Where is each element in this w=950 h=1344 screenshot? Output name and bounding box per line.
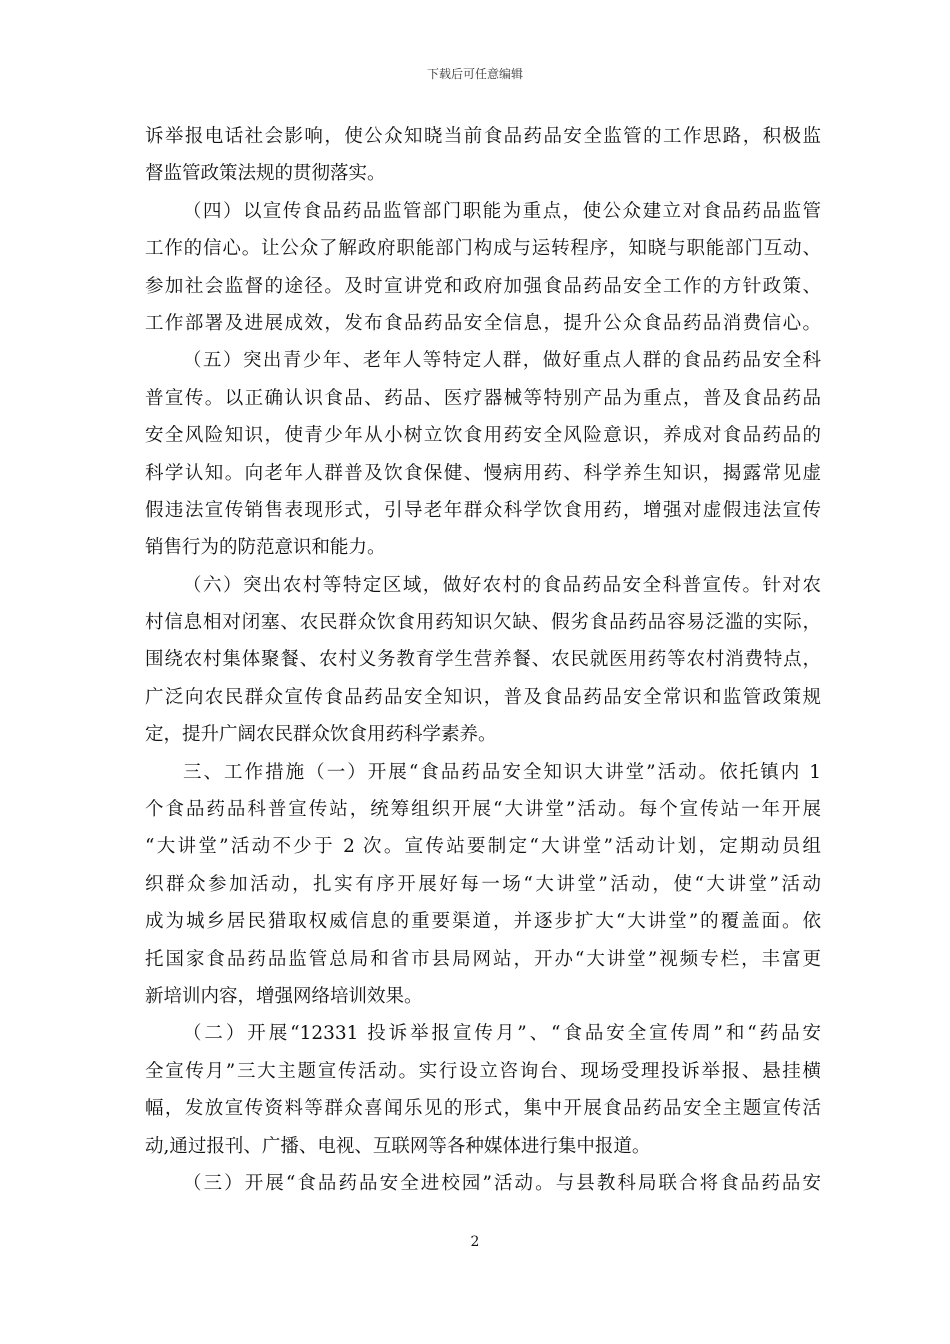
text-line: 督监管政策法规的贯彻落实。 (145, 163, 386, 185)
section-3-line: 三、工作措施（一）开展“食品药品安全知识大讲堂”活动。依托镇内 1 (183, 761, 821, 783)
text-line: 诉举报电话社会影响，使公众知晓当前食品药品安全监管的工作思路，积极监 (145, 126, 821, 147)
text-line: 成为城乡居民猎取权威信息的重要渠道，并逐步扩大“大讲堂”的覆盖面。依 (145, 911, 821, 933)
text-line: 假违法宣传销售表现形式，引导老年群众科学饮食用药，增强对虚假违法宣传 (145, 499, 821, 521)
text-line: 工作的信心。让公众了解政府职能部门构成与运转程序，知晓与职能部门互动、 (145, 238, 821, 260)
text-line: 安全风险知识，使青少年从小树立饮食用药安全风险意识，养成对食品药品的 (145, 425, 821, 447)
text-line: 围绕农村集体聚餐、农村义务教育学生营养餐、农民就医用药等农村消费特点， (145, 649, 821, 671)
text-line: 全宣传月”三大主题宣传活动。实行设立咨询台、现场受理投诉举报、悬挂横 (145, 1060, 821, 1082)
text-line: 村信息相对闭塞、农民群众饮食用药知识欠缺、假劣食品药品容易泛滥的实际， (145, 612, 821, 634)
text-line: 普宣传。以正确认识食品、药品、医疗器械等特别产品为重点，普及食品药品 (145, 387, 821, 409)
text-line: 广泛向农民群众宣传食品药品安全知识，普及食品药品安全常识和监管政策规 (145, 686, 821, 708)
document-body (145, 118, 821, 1202)
text-line: 幅，发放宣传资料等群众喜闻乐见的形式，集中开展食品药品安全主题宣传活 (145, 1098, 821, 1120)
paragraph-5-line: （五）突出青少年、老年人等特定人群，做好重点人群的食品药品安全科 (183, 350, 821, 372)
paragraph-4-line: （四）以宣传食品药品监管部门职能为重点，使公众建立对食品药品监管 (183, 200, 821, 222)
text-line: 新培训内容，增强网络培训效果。 (145, 985, 423, 1007)
paragraph-6-line: （六）突出农村等特定区域，做好农村的食品药品安全科普宣传。针对农 (183, 574, 821, 596)
measure-3-line: （三）开展“食品药品安全进校园”活动。与县教科局联合将食品药品安 (183, 1172, 821, 1194)
text-line: 动,通过报刊、广播、电视、互联网等各种媒体进行集中报道。 (145, 1135, 651, 1157)
text-line: “大讲堂”活动不少于 2 次。宣传站要制定“大讲堂”活动计划，定期动员组 (145, 836, 821, 858)
text-line: 销售行为的防范意识和能力。 (145, 537, 386, 559)
text-line: 托国家食品药品监管总局和省市县局网站，开办“大讲堂”视频专栏，丰富更 (145, 948, 821, 970)
page-header: 下载后可任意编辑 (426, 67, 523, 81)
page-number: 2 (470, 1234, 480, 1250)
text-line: 科学认知。向老年人群普及饮食保健、慢病用药、科学养生知识，揭露常见虚 (145, 462, 821, 484)
text-line: 工作部署及进展成效，发布食品药品安全信息，提升公众食品药品消费信心。 (145, 312, 821, 334)
text-line: 织群众参加活动，扎实有序开展好每一场“大讲堂”活动，使“大讲堂”活动 (145, 873, 821, 895)
measure-2-line: （二）开展“12331 投诉举报宣传月”、“食品安全宣传周”和“药品安 (183, 1023, 821, 1045)
text-line: 参加社会监督的途径。及时宣讲党和政府加强食品药品安全工作的方针政策、 (145, 275, 821, 297)
text-line: 个食品药品科普宣传站，统筹组织开展“大讲堂”活动。每个宣传站一年开展 (145, 799, 821, 821)
text-line: 定，提升广阔农民群众饮食用药科学素养。 (145, 724, 497, 746)
